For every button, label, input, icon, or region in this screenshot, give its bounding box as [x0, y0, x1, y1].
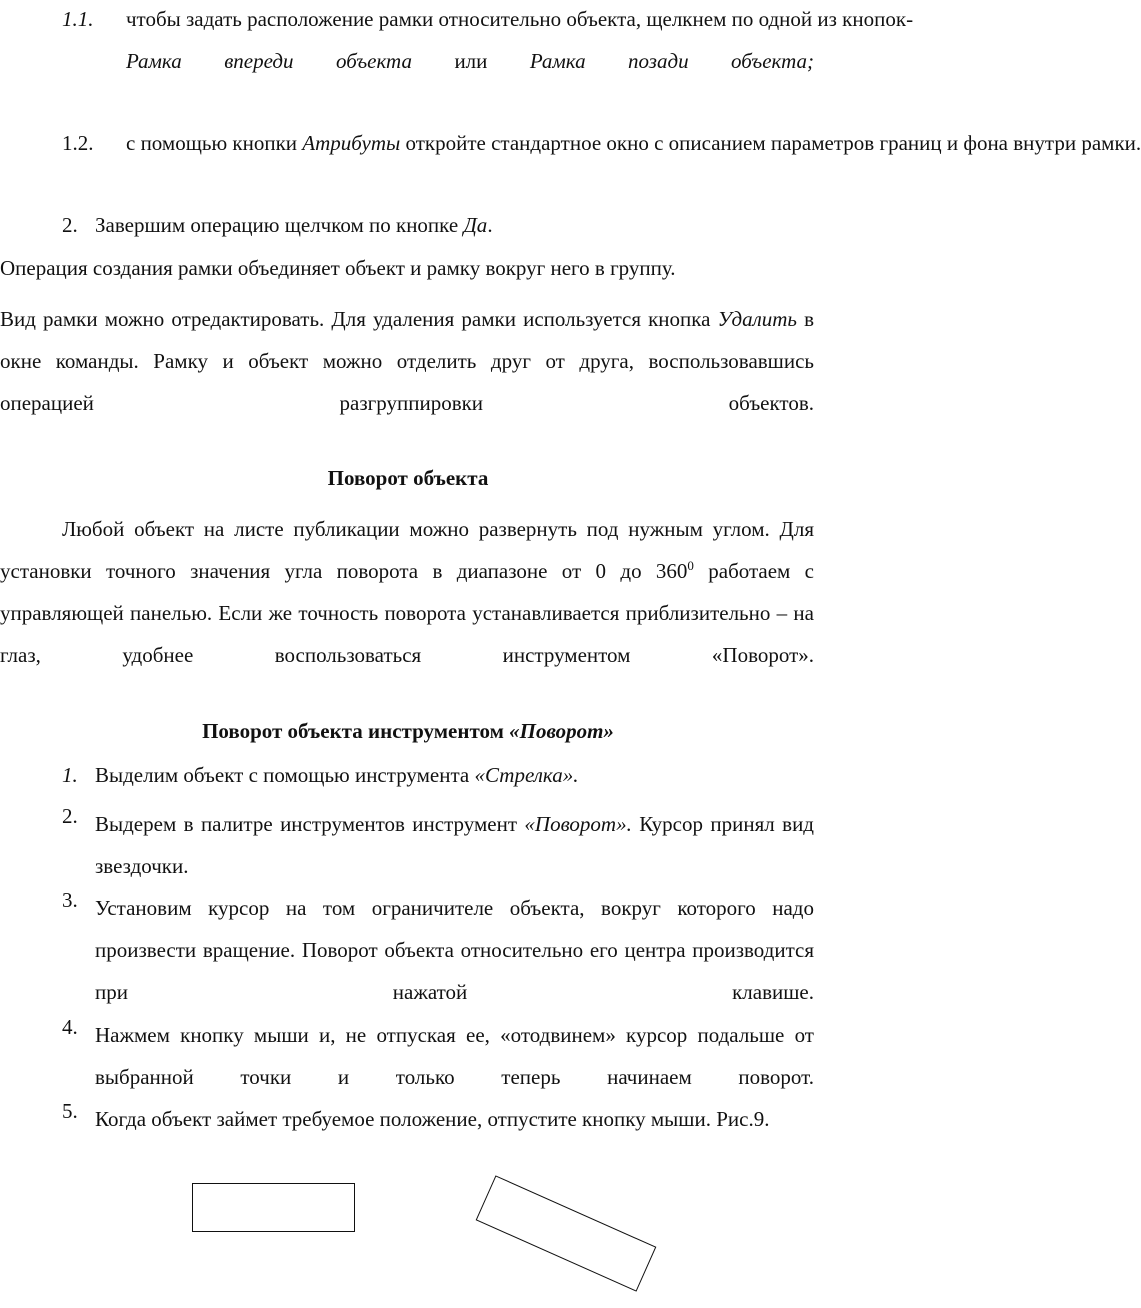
list-item-number: 1.2. — [62, 131, 94, 155]
step-number: 5. — [62, 1099, 78, 1123]
list-item-number: 1.1. — [62, 7, 94, 31]
step-number: 2. — [62, 804, 78, 828]
paragraph: Операция создания рамки объединяет объект и рамку вокруг него в группу. — [0, 256, 676, 280]
paragraph: Вид рамки можно отредактировать. Для удаления рамки используется кнопка Удалить в окне команды. Рамку и объект можно отделить друг от друга, воспользовавшись операцией разгруппировки объектов. — [0, 307, 814, 415]
figure-rotated-rectangle — [476, 1175, 657, 1291]
step-text: Выделим объект с помощью инструмента «Стрелка». — [95, 763, 579, 787]
step-number: 1. — [62, 763, 78, 787]
section-heading: Поворот объекта инструментом «Поворот» — [202, 719, 614, 743]
list-item-text: Завершим операцию щелчком по кнопке Да. — [95, 213, 493, 237]
list-item-text: с помощью кнопки Атрибуты откройте стандартное окно с описанием параметров границ и фона внутри рамки. — [126, 131, 1141, 155]
figure-rectangle — [192, 1183, 355, 1232]
list-item-text: чтобы задать расположение рамки относительно объекта, щелкнем по одной из кнопок- — [126, 7, 914, 31]
paragraph: Любой объект на листе публикации можно развернуть под нужным углом. Для установки точного значения угла поворота в диапазоне от 0 до $360^0$ работаем с управляющей панелью. Если же точность поворота устанавливается приблизительно – на глаз, удобнее воспользоваться инструментом «Поворот». — [0, 517, 814, 667]
step-text: Когда объект займет требуемое положение, отпустите кнопку мыши. Рис.9. — [95, 1107, 770, 1131]
list-item-number: 2. — [62, 213, 78, 237]
superscript: 0 — [687, 558, 694, 573]
list-item-text: Рамка впереди объекта или Рамка позади объекта; — [126, 49, 814, 73]
step-number: 3. — [62, 888, 78, 912]
section-heading: Поворот объекта — [327, 466, 489, 490]
step-text: Установим курсор на том ограничителе объекта, вокруг которого надо произвести вращение. Поворот объекта относительно его центра производится при нажатой клавише. — [95, 896, 814, 1004]
step-text: Выдерем в палитре инструментов инструмент «Поворот». Курсор принял вид звездочки. — [95, 812, 814, 878]
step-number: 4. — [62, 1015, 78, 1039]
step-text: Нажмем кнопку мыши и, не отпуская ее, «отодвинем» курсор подальше от выбранной точки и только теперь начинаем поворот. — [95, 1023, 814, 1089]
